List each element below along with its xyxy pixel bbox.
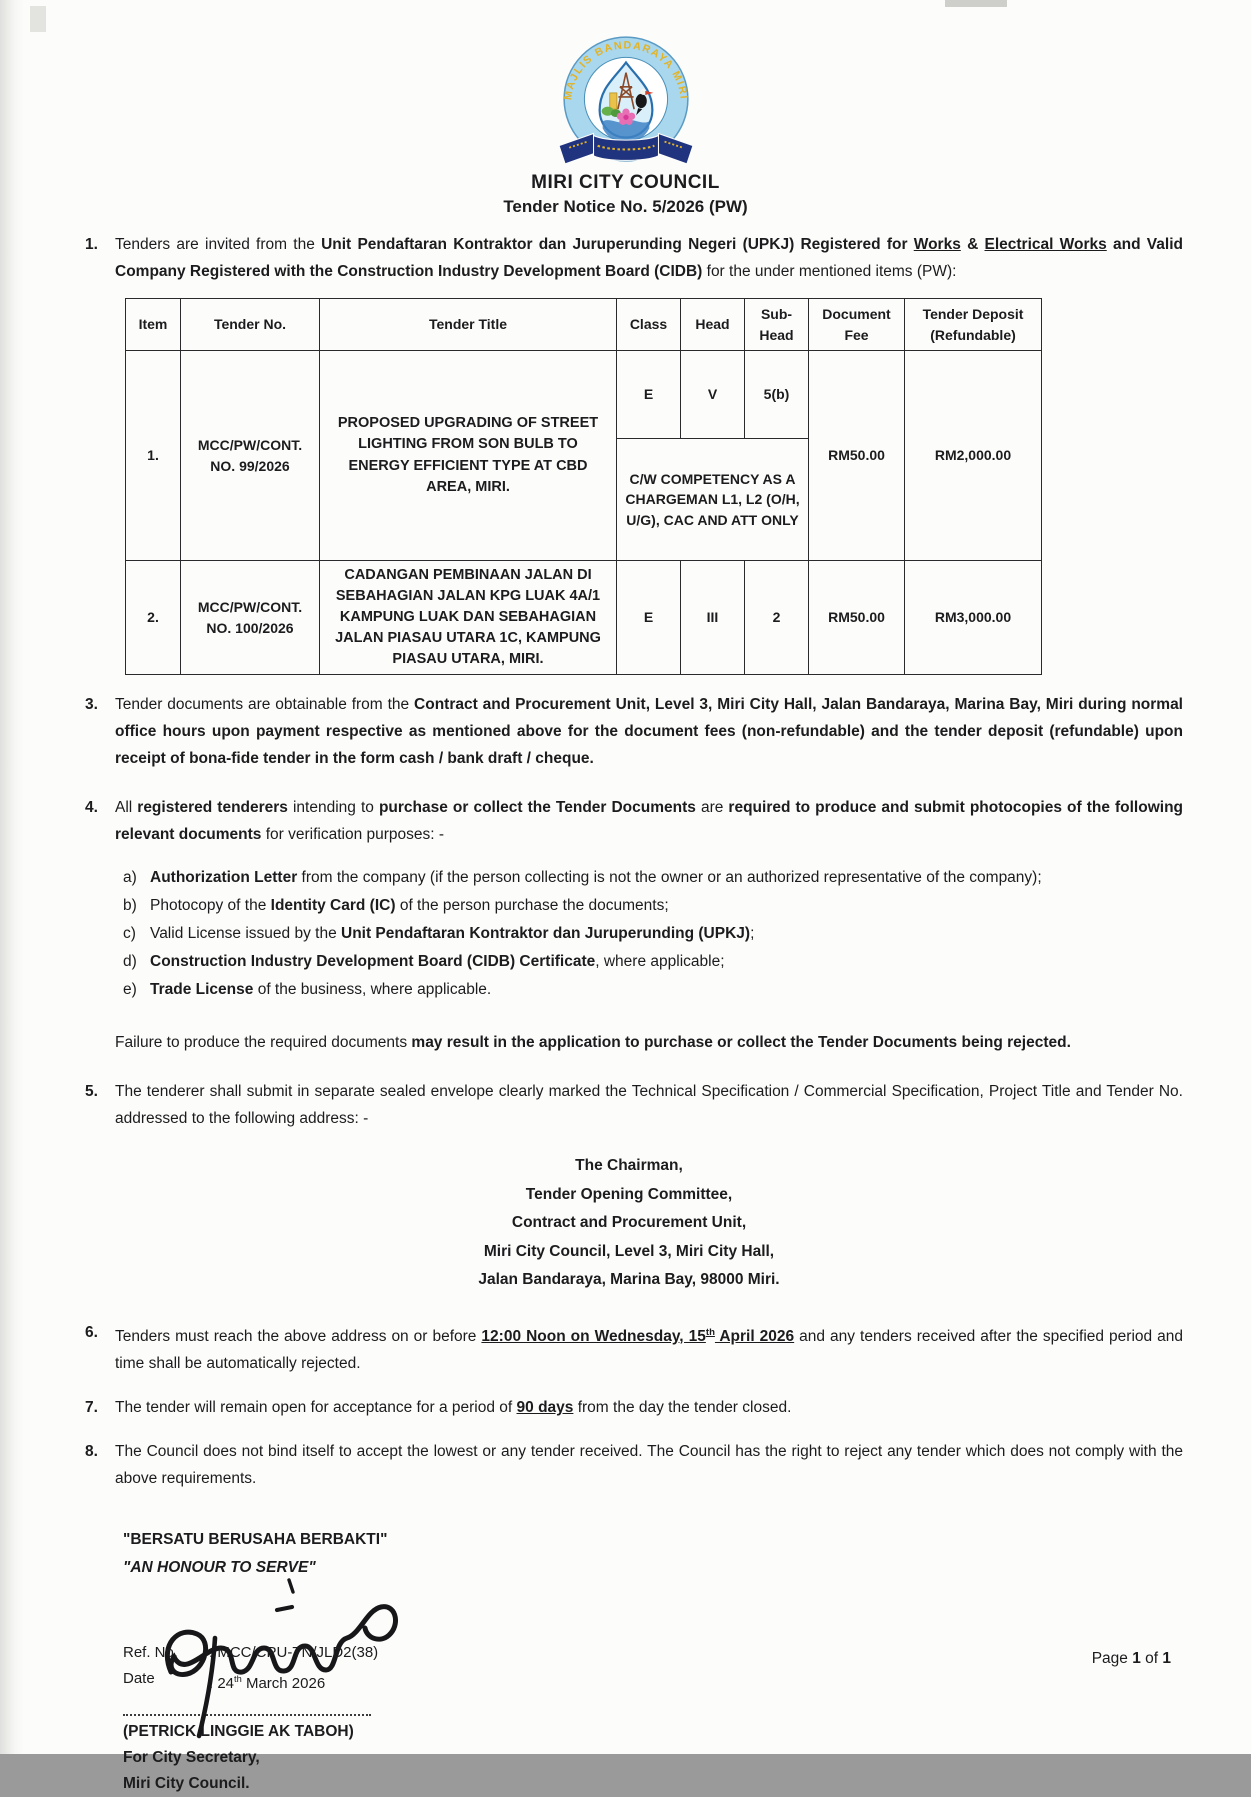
list-label: e) — [123, 981, 137, 999]
row2-fee: RM50.00 — [809, 561, 905, 675]
col-class: Class — [617, 299, 681, 351]
address-line: Jalan Bandaraya, Marina Bay, 98000 Miri. — [478, 1271, 780, 1289]
row1-head: V — [681, 351, 745, 439]
col-subhead: Sub-Head — [745, 299, 809, 351]
date-label: Date — [123, 1670, 155, 1687]
signatory-org: Miri City Council. — [123, 1774, 250, 1792]
row1-title: PROPOSED UPGRADING OF STREET LIGHTING FROM SON BULB TO ENERGY EFFICIENT TYPE AT CBD AREA, MIRI. — [320, 351, 617, 561]
row2-class: E — [617, 561, 681, 675]
miri-city-council-logo-icon — [540, 28, 712, 170]
address-line: Miri City Council, Level 3, Miri City Hall, — [483, 1242, 775, 1260]
list-item-c — [123, 920, 1183, 947]
document-header — [0, 0, 1251, 217]
item-3-number: 3. — [85, 696, 98, 714]
list-label: b) — [123, 897, 137, 915]
footer-reference — [123, 1640, 378, 1697]
item-6-text: Tenders must reach the above address on or before 12:00 Noon on Wednesday, 15th April 2026 and any tenders received after the specified period and time shall be automatically rejected. — [115, 1326, 1184, 1372]
item-6-number: 6. — [85, 1323, 98, 1341]
ref-no-label: Ref. No. — [123, 1644, 179, 1661]
row1-deposit: RM2,000.00 — [905, 351, 1042, 561]
row1-fee: RM50.00 — [809, 351, 905, 561]
row2-subhead: 2 — [745, 561, 809, 675]
scan-artifact — [945, 0, 1007, 7]
list-label: d) — [123, 953, 137, 971]
table-row-2 — [126, 561, 1042, 675]
page-number: Page 1 of 1 — [1091, 1650, 1171, 1667]
item-4-sublist — [123, 864, 1183, 1003]
tender-table — [125, 298, 1042, 675]
item-3-text: Tender documents are obtainable from the Contract and Procurement Unit, Level 3, Miri City Hall, Jalan Bandaraya, Marina Bay, Miri during normal office hours upon payment respective as mentioned above for the document fees (non-refundable) and the tender deposit (refundable) upon receipt of bona-fide tender in the form cash / bank draft / cheque. — [115, 696, 1183, 768]
item-8-number: 8. — [85, 1442, 98, 1460]
address-line: Tender Opening Committee, — [525, 1185, 733, 1203]
failure-note: Failure to produce the required documents may result in the application to purchase or collect the Tender Documents being rejected. — [115, 1034, 1071, 1052]
col-tender-no: Tender No. — [181, 299, 320, 351]
row1-competency: C/W COMPETENCY AS A CHARGEMAN L1, L2 (O/H, U/G), CAC AND ATT ONLY — [617, 439, 809, 561]
item-8 — [85, 1438, 1183, 1492]
notice-title: Tender Notice No. 5/2026 (PW) — [503, 197, 748, 216]
item-5-text: The tenderer shall submit in separate sealed envelope clearly marked the Technical Specification / Commercial Specification, Project Title and Tender No. addressed to the following address: - — [115, 1083, 1183, 1128]
item-6 — [85, 1319, 1183, 1377]
ref-no-value: : MCC/CPU-TN/JLD2(38) — [209, 1644, 379, 1661]
list-item-e — [123, 976, 1183, 1003]
row1-subhead: 5(b) — [745, 351, 809, 439]
address-line: The Chairman, — [575, 1157, 683, 1175]
item-7 — [85, 1394, 1183, 1421]
signatory-name: (PETRICK LINGGIE AK TABOH) — [123, 1722, 354, 1740]
item-1-number: 1. — [85, 236, 98, 253]
list-text: Trade License of the business, where applicable. — [150, 981, 492, 999]
date-row — [123, 1666, 378, 1697]
list-text: Construction Industry Development Board (CIDB) Certificate, where applicable; — [150, 953, 725, 971]
signatory-title: For City Secretary, — [123, 1748, 260, 1766]
row1-item: 1. — [126, 351, 181, 561]
item-4-text: All registered tenderers intending to purchase or collect the Tender Documents are required to produce and submit photocopies of the following relevant documents for verification purposes: - — [115, 799, 1184, 844]
col-document-fee: Document Fee — [809, 299, 905, 351]
row1-tender-no: MCC/PW/CONT. NO. 99/2026 — [181, 351, 320, 561]
col-item: Item — [126, 299, 181, 351]
item-5 — [85, 1078, 1183, 1132]
row2-head: III — [681, 561, 745, 675]
row2-title: CADANGAN PEMBINAAN JALAN DI SEBAHAGIAN JALAN KPG LUAK 4A/1 KAMPUNG LUAK DAN SEBAHAGIAN JALAN PIASAU UTARA 1C, KAMPUNG PIASAU UTARA, MIRI. — [320, 561, 617, 675]
item-4 — [85, 794, 1183, 848]
submission-address — [75, 1152, 1183, 1295]
list-item-b — [123, 892, 1183, 919]
item-7-number: 7. — [85, 1398, 98, 1416]
row1-class: E — [617, 351, 681, 439]
date-value: : 24th March 2026 — [209, 1674, 326, 1692]
table-row-1 — [126, 351, 1042, 439]
scan-edge-streak — [0, 0, 24, 1754]
item-3 — [85, 691, 1183, 772]
document-body — [0, 217, 1251, 1797]
table-header-row — [126, 299, 1042, 351]
col-head: Head — [681, 299, 745, 351]
item-7-text: The tender will remain open for acceptance for a period of 90 days from the day the tender closed. — [115, 1398, 792, 1416]
row2-deposit: RM3,000.00 — [905, 561, 1042, 675]
item-4-number: 4. — [85, 799, 98, 817]
list-text: Authorization Letter from the company (if the person collecting is not the owner or an authorized representative of the company); — [150, 869, 1042, 887]
list-label: a) — [123, 869, 137, 887]
list-text: Valid License issued by the Unit Pendaftaran Kontraktor dan Juruperunding (UPKJ); — [150, 925, 755, 943]
list-item-d — [123, 948, 1183, 975]
motto-line-2: "AN HONOUR TO SERVE" — [123, 1558, 316, 1576]
col-tender-title: Tender Title — [320, 299, 617, 351]
row2-item: 2. — [126, 561, 181, 675]
row2-tender-no: MCC/PW/CONT. NO. 100/2026 — [181, 561, 320, 675]
ref-no-row — [123, 1640, 378, 1666]
logo-ring-text: MAJLIS BANDARAYA MIRI — [561, 39, 690, 101]
list-item-a — [123, 864, 1183, 891]
col-tender-deposit: Tender Deposit (Refundable) — [905, 299, 1042, 351]
item-5-number: 5. — [85, 1083, 98, 1101]
council-name: MIRI CITY COUNCIL — [531, 172, 720, 193]
list-label: c) — [123, 925, 136, 943]
scan-artifact — [30, 6, 46, 32]
item-1 — [85, 231, 1183, 285]
list-text: Photocopy of the Identity Card (IC) of the person purchase the documents; — [150, 897, 669, 915]
item-1-text: Tenders are invited from the Unit Pendaftaran Kontraktor dan Juruperunding Negeri (UPKJ) Registered for Works & Electrical Works and Valid Company Registered with the Construction Industry Development Board (CIDB) for the under mentioned items (PW): — [115, 236, 1183, 280]
motto-line-1: "BERSATU BERUSAHA BERBAKTI" — [123, 1530, 388, 1548]
item-8-text: The Council does not bind itself to accept the lowest or any tender received. The Council has the right to reject any tender which does not comply with the above requirements. — [115, 1442, 1183, 1487]
address-line: Contract and Procurement Unit, — [511, 1214, 747, 1232]
